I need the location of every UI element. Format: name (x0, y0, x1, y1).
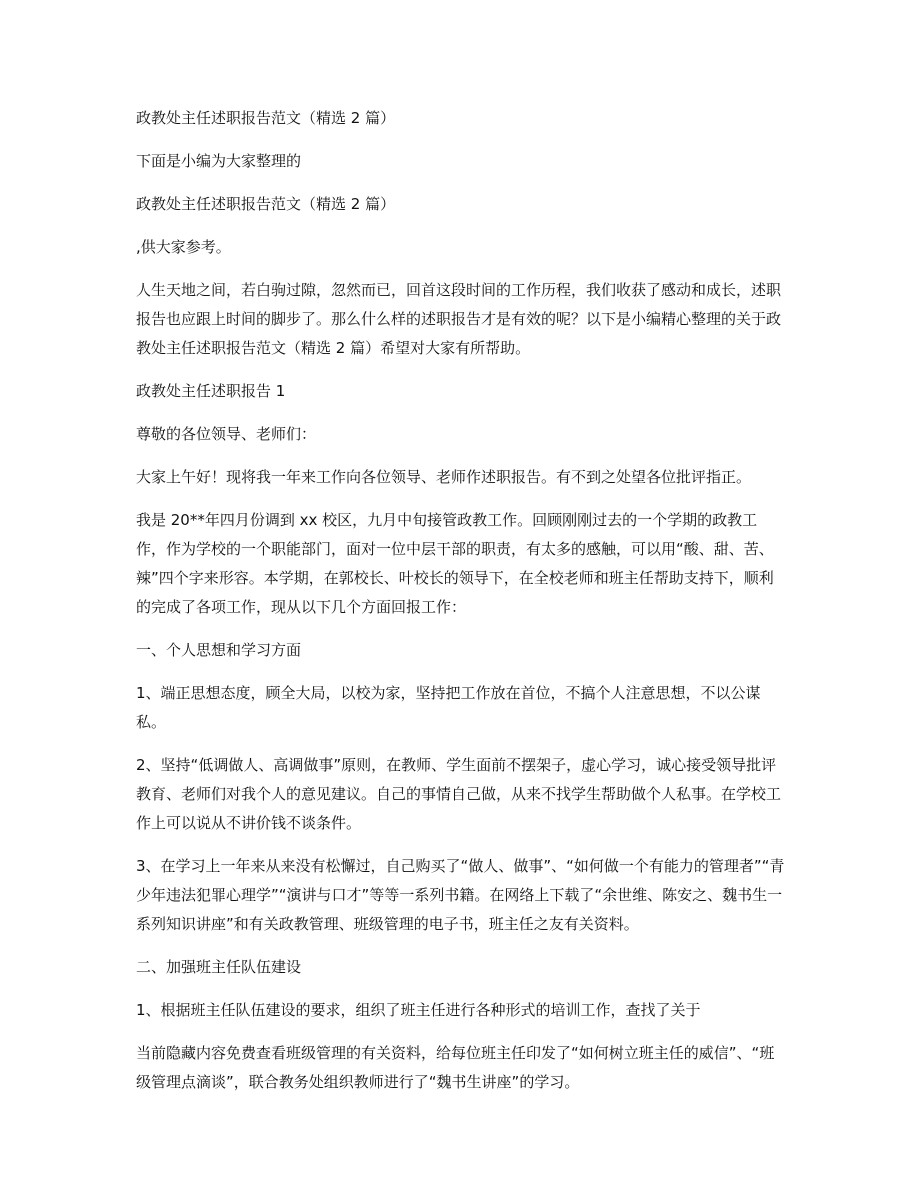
document-subtitle: 政教处主任述职报告范文（精选 2 篇） (136, 195, 396, 213)
intro-reference-line: ,供大家参考。 (136, 238, 231, 256)
item-1-training: 1、根据班主任队伍建设的要求，组织了班主任进行各种形式的培训工作，查找了关于 (136, 1001, 701, 1019)
heading-class-teacher-team: 二、加强班主任队伍建设 (136, 958, 302, 976)
document-title: 政教处主任述职报告范文（精选 2 篇） (136, 109, 396, 127)
item-1-training-continued: 当前隐藏内容免费查看班级管理的有关资料，给每位班主任印发了“如何树立班主任的威信”、“班级管理点滴谈”，联合教务处组织教师进行了“魏书生讲座”的学习。 (136, 1044, 775, 1091)
heading-personal-thought: 一、个人思想和学习方面 (136, 641, 302, 659)
item-1-attitude: 1、端正思想态度，顾全大局，以校为家，坚持把工作放在首位，不搞个人注意思想，不以公谋私。 (136, 684, 761, 731)
background-paragraph: 我是 20**年四月份调到 xx 校区，九月中旬接管政教工作。回顾刚刚过去的一个学期的政教工作，作为学校的一个职能部门，面对一位中层干部的职责，有太多的感触，可以用“酸、甜、苦、辣”四个字来形容。本学期，在郭校长、叶校长的领导下，在全校老师和班主任帮助支持下，顺利的完成了各项工作，现从以下几个方面回报工作： (136, 511, 774, 616)
salutation: 尊敬的各位领导、老师们： (136, 425, 317, 443)
item-3-learning: 3、在学习上一年来从来没有松懈过，自己购买了“做人、做事”、“如何做一个有能力的管理者”“青少年违法犯罪心理学”“演讲与口才”等等一系列书籍。在网络上下载了“余世维、陈安之、魏书生一系列知识讲座”和有关政教管理、班级管理的电子书，班主任之友有关资料。 (136, 857, 785, 933)
intro-line: 下面是小编为大家整理的 (136, 152, 302, 170)
intro-paragraph: 人生天地之间，若白驹过隙，忽然而已，回首这段时间的工作历程，我们收获了感动和成长，述职报告也应跟上时间的脚步了。那么什么样的述职报告才是有效的呢？以下是小编精心整理的关于政教处主任述职报告范文（精选 2 篇）希望对大家有所帮助。 (136, 281, 782, 357)
item-2-principles: 2、坚持“低调做人、高调做事”原则，在教师、学生面前不摆架子，虚心学习，诚心接受领导批评教育、老师们对我个人的意见建议。自己的事情自己做，从来不找学生帮助做个人私事。在学校工作上可以说从不讲价钱不谈条件。 (136, 756, 782, 832)
section-title-report-1: 政教处主任述职报告 1 (136, 382, 286, 400)
document-body (136, 104, 786, 1111)
greeting-paragraph: 大家上午好！现将我一年来工作向各位领导、老师作述职报告。有不到之处望各位批评指正。 (136, 468, 752, 486)
